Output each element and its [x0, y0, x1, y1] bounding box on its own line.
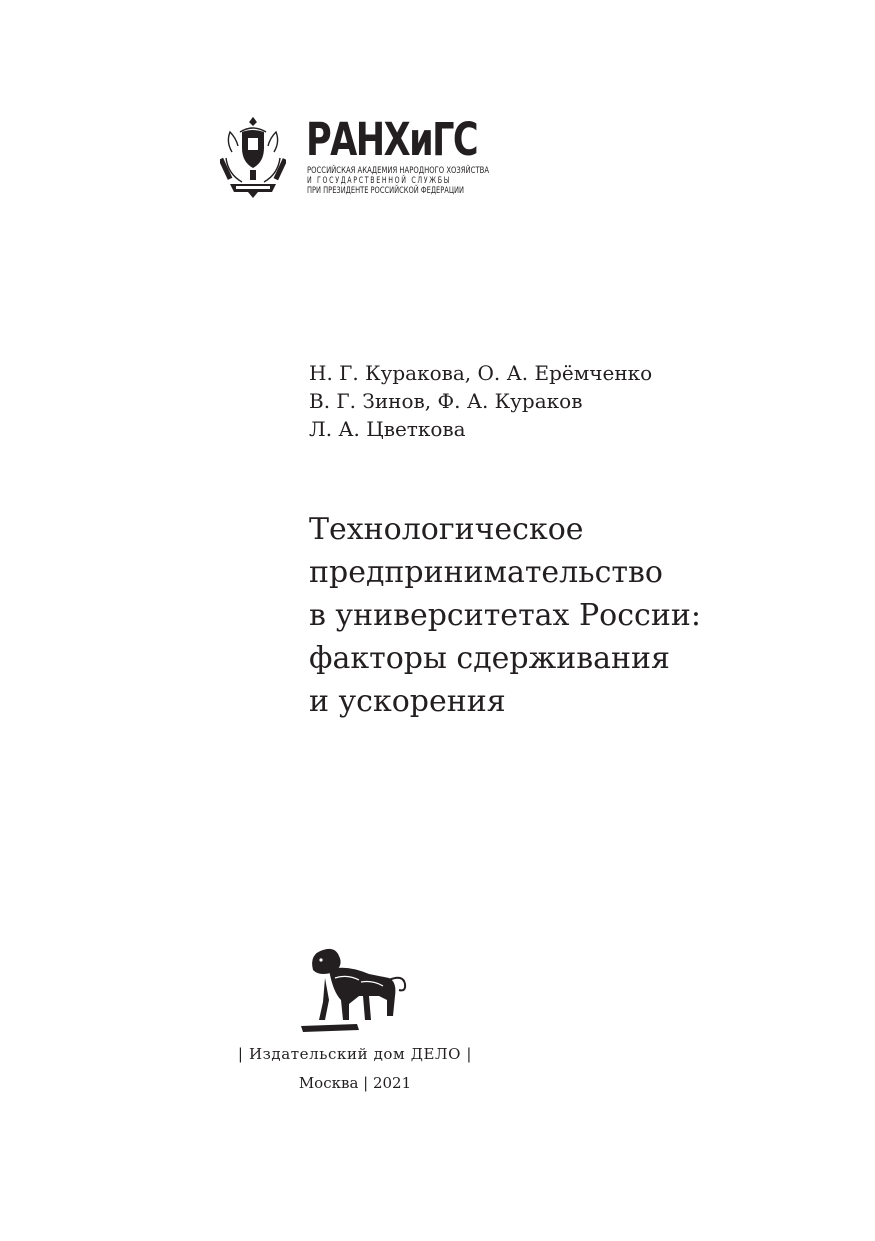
publisher-city-year: Москва | 2021 — [298, 1074, 412, 1092]
publisher-name: | Издательский дом ДЕЛО | — [237, 1045, 473, 1063]
author-line: Л. А. Цветкова — [309, 417, 466, 441]
authors-list — [309, 359, 652, 443]
author-line: В. Г. Зинов, Ф. А. Кураков — [309, 389, 583, 413]
title-line: факторы сдерживания — [309, 641, 670, 676]
institution-name-line: И ГОСУДАРСТВЕННОЙ СЛУЖБЫ — [307, 176, 451, 186]
title-line: и ускорения — [309, 684, 506, 719]
author-line: Н. Г. Куракова, О. А. Ерёмченко — [309, 361, 653, 385]
publisher-block — [200, 940, 510, 1100]
institution-name-line: РОССИЙСКАЯ АКАДЕМИЯ НАРОДНОГО ХОЗЯЙСТВА — [307, 166, 490, 176]
book-title — [309, 508, 829, 723]
title-line: предпринимательство — [309, 555, 663, 590]
title-line: в университетах России: — [309, 598, 701, 633]
ranepa-emblem-icon — [220, 112, 286, 198]
title-line: Технологическое — [309, 512, 584, 547]
ranepa-logo — [220, 112, 520, 202]
institution-name-line: ПРИ ПРЕЗИДЕНТЕ РОССИЙСКОЙ ФЕДЕРАЦИИ — [307, 186, 465, 196]
ranepa-wordmark: РАНХиГС — [306, 113, 478, 166]
lion-icon — [299, 944, 411, 1034]
